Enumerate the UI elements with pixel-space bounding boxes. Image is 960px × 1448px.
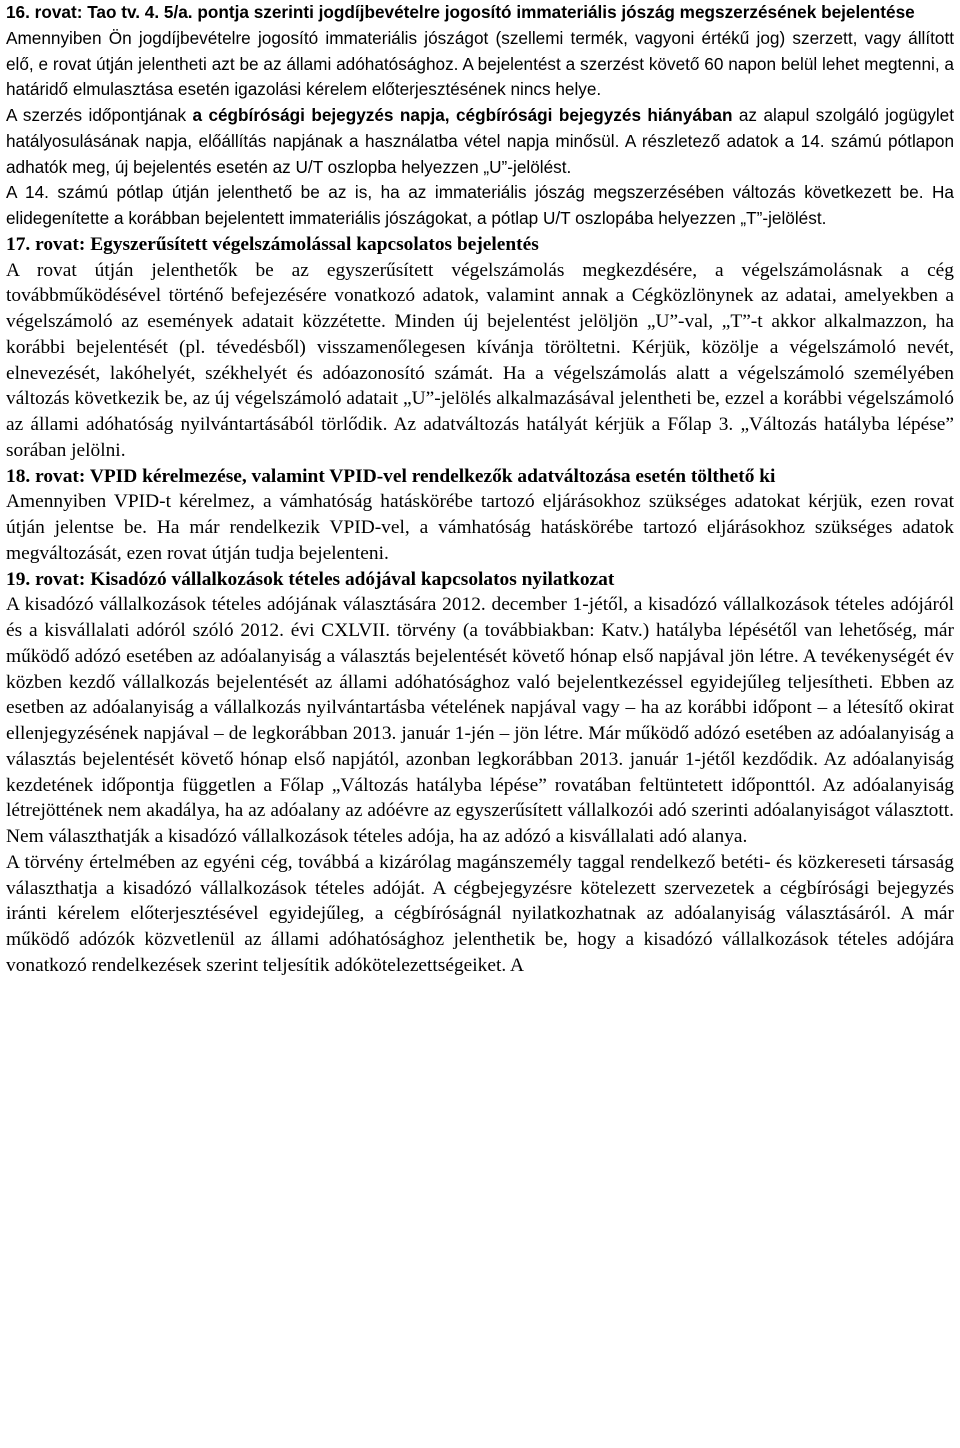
section-18: [6, 464, 954, 567]
section-16-paragraph-1: Amennyiben Ön jogdíjbevételre jogosító immateriális jószágot (szellemi termék, vagyoni értékű jog) szerzett, vagy állított elő, e rovat útján jelentheti azt be az állami adóhatósághoz. A bejelentést a szerzést követő 60 napon belül lehet megtenni, a határidő elmulasztása esetén igazolási kérelem előterjesztésének nincs helye.: [6, 27, 954, 100]
section-16-p2-text-c: az alapul szolgáló jogügylet hatályosulásának napja, előállítás napjának a használatba vétel napja minősül. A részletező adatok a 14. számú pótlapon adhatók meg, új bejelentés esetén az U/T oszlopba helyezzen „U”-jelölést.: [6, 105, 955, 177]
section-16-paragraph-3: A 14. számú pótlap útján jelenthető be az is, ha az immateriális jószág megszerzésében változás következett be. Ha elidegenítette a korábban bejelentett immateriális jószágokat, a pótlap U/T oszlopába helyezzen „T”-jelölést.: [6, 182, 954, 228]
section-17: [6, 232, 954, 464]
section-16-title: 16. rovat: Tao tv. 4. 5/a. pontja szerinti jogdíjbevételre jogosító immateriális jószág megszerzésének bejelentése: [6, 2, 915, 22]
section-18-body: Amennyiben VPID-t kérelmez, a vámhatóság hatáskörébe tartozó eljárásokhoz szükséges adatokat kérjük, ezen rovat útján jelentse be. Ha már rendelkezik VPID-vel, a vámhatóság hatáskörébe tartozó eljárásokhoz szükséges adatok megváltozását, ezen rovat útján tudja bejelenteni.: [6, 491, 954, 564]
section-16: [6, 0, 954, 232]
section-16-p2-bold: a cégbírósági bejegyzés napja, cégbírósági bejegyzés hiányában: [192, 105, 733, 125]
section-17-title: 17. rovat: Egyszerűsített végelszámolással kapcsolatos bejelentés: [6, 233, 539, 255]
section-18-title: 18. rovat: VPID kérelmezése, valamint VPID-vel rendelkezők adatváltozása esetén tölthető ki: [6, 465, 776, 487]
section-17-body: A rovat útján jelenthetők be az egyszerűsített végelszámolás megkezdésére, a végelszámolásnak a cég továbbműködésével történő befejezésére vonatkozó adatok, valamint annak a Cégközlönynek az adatai, amelyekben a végelszámoló az események adatait közzétette. Minden új bejelentést jelöljön „U”-val, „T”-t akkor alkalmazzon, ha korábbi bejelentését (pl. tévedésből) visszamenőlegesen kívánja töröltetni. Kérjük, közölje a végelszámoló nevét, elnevezését, lakóhelyét, székhelyét és adóazonosító számát. Ha a végelszámolás alatt a végelszámoló személyében változás következik be, az új végelszámoló adatait „U”-jelölés alkalmazásával jelentheti be, ezzel a korábbi végelszámoló az állami adóhatóság nyilvántartásából törlődik. Az adatváltozás hatályát kérjük a Főlap 3. „Változás hatályba lépése” sorában jelölni.: [6, 259, 954, 461]
section-16-p2-text-a: A szerzés időpontjának: [6, 105, 187, 125]
section-19-paragraph-2: A törvény értelmében az egyéni cég, továbbá a kizárólag magánszemély taggal rendelkező betéti- és közkereseti társaság választhatja a kisadózó vállalkozások tételes adóját. A cégbejegyzésre kötelezett szervezetek a cégbírósági bejegyzés iránti kérelem előterjesztésével egyidejűleg, a cégbíróságnál nyilatkozhatnak az adóalanyiság választásáról. A már működő adózók közvetlenül az állami adóhatósághoz jelenthetik be, hogy a kisadózó vállalkozások tételes adójára vonatkozó rendelkezések szerint teljesítik adókötelezettségeiket. A: [6, 851, 954, 976]
section-16-paragraph-2: [6, 103, 954, 180]
section-19: [6, 567, 954, 979]
section-19-title: 19. rovat: Kisadózó vállalkozások tételes adójával kapcsolatos nyilatkozat: [6, 568, 615, 590]
section-19-paragraph-1: A kisadózó vállalkozások tételes adójának választására 2012. december 1-jétől, a kisadózó vállalkozások tételes adójáról és a kisvállalati adóról szóló 2012. évi CXLVII. törvény (a továbbiakban: Katv.) hatályba lépésétől van lehetőség, már működő adózó esetében az adóalanyiság a választás bejelentését követő hónap első napjával jön létre. A tevékenységét év közben kezdő vállalkozás bejelentését az állami adóhatósághoz való bejelentkezéssel egyidejűleg teljesítheti. Ebben az esetben az adóalanyiság a vállalkozás nyilvántartásba vételének napjával vagy – ha az korábbi időpont – a létesítő okirat ellenjegyzésének napjával – de legkorábban 2013. január 1-jén – jön létre. Már működő adózó esetében az adóalanyiság a választás bejelentését követő hónap első napjától, azonban legkorábban 2013. január 1-jétől kezdődik. Az adóalanyiság kezdetének időpontja független a Főlap „Változás hatályba lépése” rovatában feltüntetett időponttól. Az adóalanyiság létrejöttének nem akadálya, ha az adóalany az adóévre az egyszerűsített vállalkozói adó szerinti adóalanyiságot választott. Nem választhatják a kisadózó vállalkozások tételes adója, ha az adózó a kisvállalati adó alanya.: [6, 594, 954, 847]
